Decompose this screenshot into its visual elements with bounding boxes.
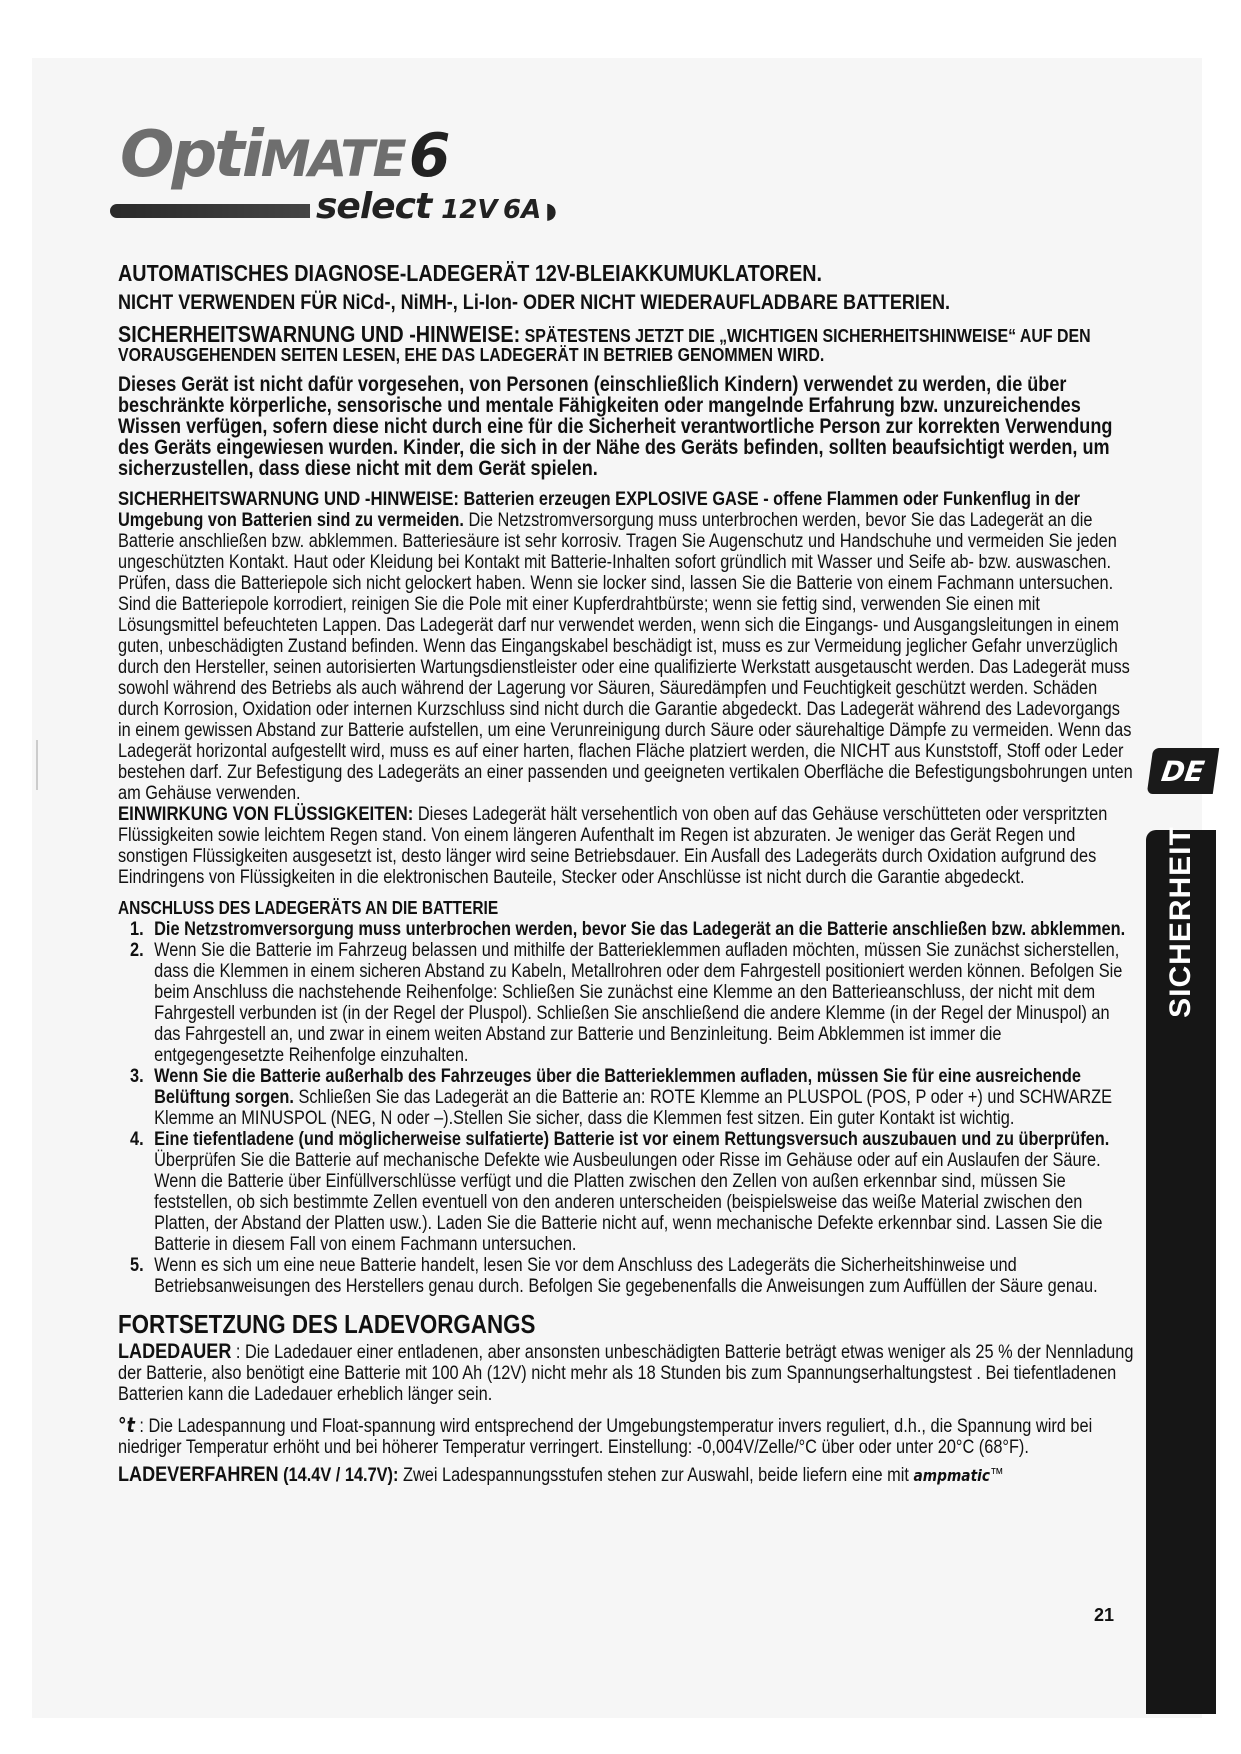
logo-bar xyxy=(110,204,310,218)
page-number: 21 xyxy=(1094,1605,1115,1625)
liquids-text: Dieses Ladegerät hält versehentlich von oben auf das Gehäuse verschütteten oder verspritzten Flüssigkeiten sowie leichtem Regen stand. Von einem längeren Aufenthalt im Regen ist abzuraten. Je weniger das Gerät Regen und sonstigen Flüssigkeiten ausgesetzt ist, desto länger wird seine Betriebsdauer. Ein Ausfall des Ladegeräts durch Oxidation aufgrund des Eindringens von Flüssigkeiten in die elektronischen Bauteile, Stecker oder Anschlüsse ist nicht durch die Garantie abgedeckt. xyxy=(118,804,1108,888)
duration-text: : Die Ladedauer einer entladenen, aber ansonsten unbeschädigten Batterie beträgt etwas weniger als 25 % der Nennladung der Batterie, also benötigt eine Batterie mit 100 Ah (12V) nicht mehr als 18 Stunden bis zum Spannungserhaltungstest . Bei tiefentladenen Batterien kann die Ladedauer erheblich länger sein. xyxy=(118,1342,1134,1405)
method-text: Zwei Ladespannungsstufen stehen zur Auswahl, beide liefern eine mit xyxy=(398,1465,914,1486)
step-item: 4. Eine tiefentladene (und möglicherweise sulfatierte) Batterie ist vor einem Rettungsversuch auszubauen und zu überprüfen. Überprüfen Sie die Batterie auf mechanische Defekte wie Ausbeulungen oder Risse im Gehäuse oder auf ein Auslaufen der Säure. Wenn die Batterie über Einfüllverschlüsse verfügt und die Platten zwischen den Zellen von außen erkennbar sind, müssen Sie feststellen, ob sich bestimmte Zellen eventuell von den anderen unterscheiden (beispielsweise das weiße Material zwischen den Platten, der Abstand der Platten usw.). Laden Sie die Batterie nicht auf, wenn mechanische Defekte erkennbar sind. Lassen Sie die Batterie in diesem Fall von einem Fachmann untersuchen. xyxy=(130,1129,1110,1255)
optimate-logo xyxy=(110,118,590,236)
warning-paragraph xyxy=(118,321,1134,365)
title-line-2: NICHT VERWENDEN FÜR NiCd-, NiMH-, Li-Ion- ODER NICHT WIEDERAUFLADBARE BATTERIEN. xyxy=(118,291,951,314)
logo-select: select xyxy=(316,186,432,227)
safety-paragraph xyxy=(118,489,1134,804)
language-tab-label: DE xyxy=(1159,754,1207,788)
condensed-text-block xyxy=(118,258,1134,1486)
logo-brand-number: 6 xyxy=(408,121,451,191)
step-item: 5. Wenn es sich um eine neue Batterie handelt, lesen Sie vor dem Anschluss des Ladegeräts die Sicherheitshinweise und Betriebsanweisungen des Herstellers genau durch. Befolgen Sie gegebenenfalls die Anweisungen zum Auffüllen der Säure genau. xyxy=(130,1255,1098,1297)
logo-wordmark xyxy=(120,118,451,192)
connection-steps xyxy=(118,919,1134,1297)
logo-subline xyxy=(316,186,557,227)
method-paragraph xyxy=(118,1464,1134,1486)
liquids-paragraph xyxy=(118,804,1134,888)
ampmatic-logo: ampmatic xyxy=(913,1466,991,1485)
scan-mark xyxy=(36,740,38,790)
continuation-title: FORTSETZUNG DES LADEVORGANGS xyxy=(118,1309,536,1339)
intro-paragraph: Dieses Gerät ist nicht dafür vorgesehen, von Personen (einschließlich Kindern) verwendet zu werden, die über beschränkte körperliche, sensorische und mentale Fähigkeiten oder mangelnde Erfahrung bzw. unzureichendes Wissen verfügen, sofern diese nicht durch eine für die Sicherheit verantwortliche Person zur korrekten Verwendung des Geräts eingewiesen wurden. Kinder, die sich in der Nähe des Geräts befinden, sollten beaufsichtigt werden, um sicherzustellen, dass diese nicht mit dem Gerät spielen. xyxy=(118,373,1113,480)
method-label: LADEVERFAHREN xyxy=(118,1463,279,1486)
temperature-text: : Die Ladespannung und Float-spannung wird entsprechend der Umgebungstemperatur invers reguliert, d.h., die Spannung wird bei niedriger Temperatur erhöht und bei höherer Temperatur verringert. Einstellung: -0,004V/Zelle/°C über oder unter 20°C (68°F). xyxy=(118,1416,1093,1458)
temperature-icon: °t xyxy=(118,1413,135,1437)
connection-heading: ANSCHLUSS DES LADEGERÄTS AN DIE BATTERIE xyxy=(118,898,499,918)
safety-text: Die Netzstromversorgung muss unterbrochen werden, bevor Sie das Ladegerät an die Batterie anschließen bzw. abklemmen. Batteriesäure ist sehr korrosiv. Tragen Sie Augenschutz und Handschuhe und vermeiden Sie jeden ungeschützten Kontakt. Haut oder Kleidung bei Kontakt mit Batterie-Inhalten sofort gründlich mit Wasser und Seife ab- bzw. auswaschen. Prüfen, dass die Batteriepole sich nicht gelockert haben. Wenn sie locker sind, lassen Sie die Batterie von einem Fachmann untersuchen. Sind die Batteriepole korrodiert, reinigen Sie die Pole mit einer Kupferdrahtbürste; wenn sie fettig sind, verwenden Sie einen mit Lösungsmittel befeuchteten Lappen. Das Ladegerät darf nur verwendet werden, wenn sich die Eingangs- und Ausgangsleitungen in einem guten, unbeschädigten Zustand befinden. Wenn das Eingangskabel beschädigt ist, muss es zur Vermeidung jeglicher Gefahr unverzüglich durch den Hersteller, seinen autorisierten Wartungsdienstleister oder eine qualifizierte Werkstatt ausgetauscht werden. Das Ladegerät muss sowohl während des Betriebs als auch während der Lagerung vor Säuren, Säuredämpfen und Feuchtigkeit geschützt werden. Schäden durch Korrosion, Oxidation oder internen Kurzschluss sind nicht durch die Garantie abgedeckt. Das Ladegerät während des Ladevorgangs in einem gewissen Abstand zur Batterie aufstellen, um eine Verunreinigung durch Säure oder säurehaltige Dämpfe zu vermeiden. Wenn das Ladegerät horizontal aufgestellt wird, muss es auf einer harten, flachen Fläche platziert werden, die NICHT aus Kunststoff, Stoff oder Leder bestehen darf. Zur Befestigung des Ladegeräts an einer passenden und geeigneten vertikalen Oberfläche die Befestigungsbohrungen unten am Gehäuse verwenden. xyxy=(118,510,1133,804)
step-item: 2. Wenn Sie die Batterie im Fahrzeug belassen und mithilfe der Batterieklemmen aufladen möchten, müssen Sie zunächst sicherstellen, dass die Klemmen in einem sicheren Abstand zu Kabeln, Metallrohren oder dem Fahrgestell positioniert werden können. Befolgen Sie beim Anschluss die nachstehende Reihenfolge: Schließen Sie zunächst eine Klemme an den Batterieanschluss, der nicht mit dem Fahrgestell verbunden ist (in der Regel der Pluspol). Schließen Sie anschließend die andere Klemme (in der Regel der Minuspol) an das Fahrgestell an, und zwar in einem weiten Abstand zur Batterie und Benzinleitung. Beim Abklemmen ist immer die entgegengesetzte Reihenfolge einzuhalten. xyxy=(130,940,1123,1066)
safety-bold-text: Batterien erzeugen EXPLOSIVE GASE - offene Flammen oder Funkenflug in der Umgebung von Batterien sind zu vermeiden. xyxy=(118,489,1081,531)
warning-text: SPÄTESTENS JETZT DIE „WICHTIGEN SICHERHEITSHINWEISE“ AUF DEN VORAUSGEHENDEN SEITEN LESEN, EHE DAS LADEGERÄT IN BETRIEB GENOMMEN WIRD. xyxy=(118,325,1091,365)
liquids-heading: EINWIRKUNG VON FLÜSSIGKEITEN: xyxy=(118,803,414,825)
logo-amps: 6A xyxy=(503,195,542,225)
logo-marker-icon: ◗ xyxy=(545,199,557,224)
duration-label: LADEDAUER xyxy=(118,1340,232,1363)
logo-brand-part2: MATE xyxy=(260,130,405,188)
warning-heading: SICHERHEITSWARNUNG UND -HINWEISE: xyxy=(118,321,521,347)
title-line-1: AUTOMATISCHES DIAGNOSE-LADEGERÄT 12V-BLEIAKKUMUKLATOREN. xyxy=(118,260,823,286)
section-side-label: SICHERHEIT xyxy=(1164,826,1197,1018)
duration-paragraph xyxy=(118,1341,1134,1405)
logo-brand-part1: Opti xyxy=(120,118,261,192)
language-tab xyxy=(1147,748,1219,794)
method-values: (14.4V / 14.7V): xyxy=(278,1465,399,1486)
step-item: 3. Wenn Sie die Batterie außerhalb des Fahrzeuges über die Batterieklemmen aufladen, müssen Sie für eine ausreichende Belüftung sorgen. Schließen Sie das Ladegerät an die Batterie an: ROTE Klemme an PLUSPOL (POS, P oder +) und SCHWARZE Klemme an MINUSPOL (NEG, N oder –).Stellen Sie sicher, dass die Klemmen fest sitzen. Ein guter Kontakt ist wichtig. xyxy=(130,1066,1113,1129)
safety-heading: SICHERHEITSWARNUNG UND -HINWEISE: xyxy=(118,488,460,510)
trademark-symbol: ™ xyxy=(990,1466,1004,1483)
logo-voltage: 12V xyxy=(441,195,498,225)
temperature-paragraph xyxy=(118,1415,1134,1458)
document-body xyxy=(118,258,1134,1486)
step-item: 1. Die Netzstromversorgung muss unterbrochen werden, bevor Sie das Ladegerät an die Batterie anschließen bzw. abklemmen. xyxy=(130,919,1126,940)
